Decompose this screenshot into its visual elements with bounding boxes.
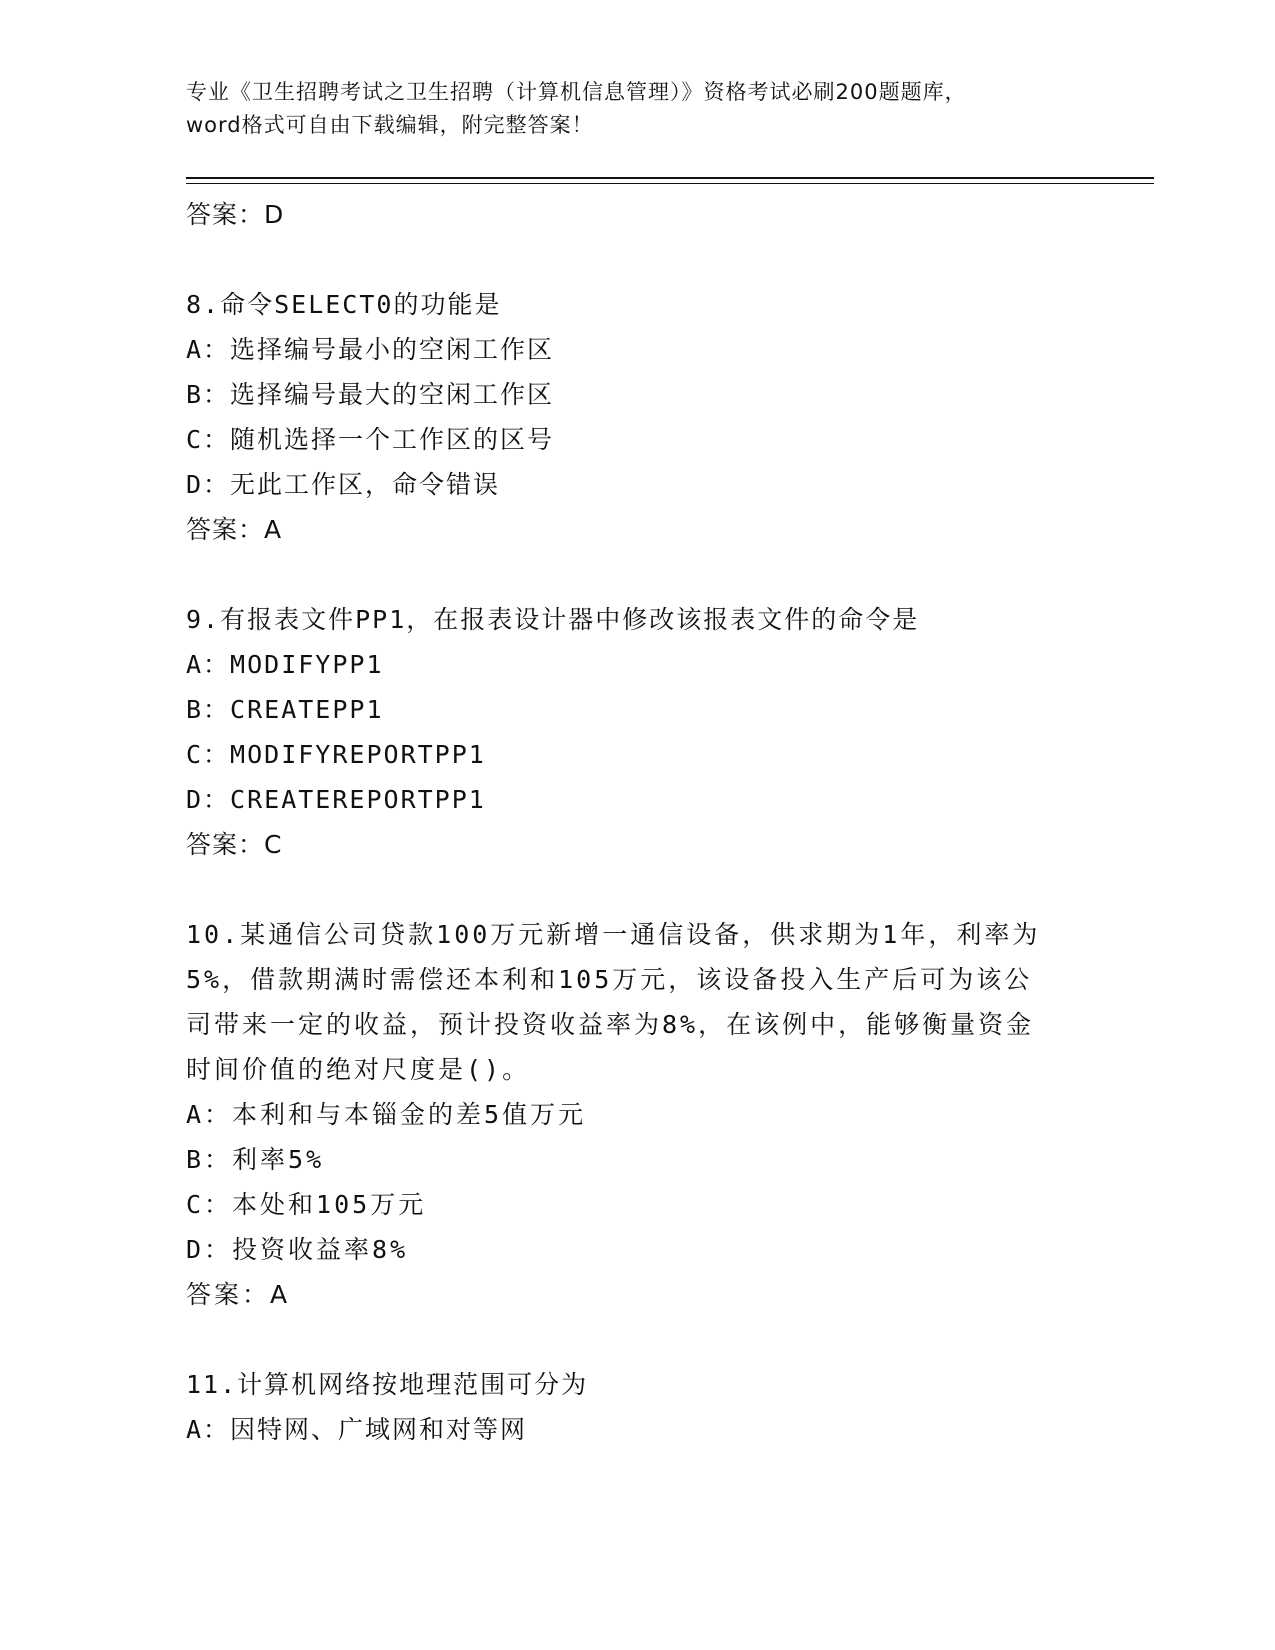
option-c: C：MODIFYREPORTPP1 [186,740,486,769]
header-divider-thin [186,183,1154,184]
question-stem-line-4: 时间价值的绝对尺度是()。 [186,1055,531,1084]
option-a: A：MODIFYPP1 [186,650,384,679]
previous-answer: 答案：D [186,200,285,229]
option-b: B：利率5% [186,1145,325,1174]
answer: 答案：A [186,515,283,544]
option-b: B：选择编号最大的空闲工作区 [186,380,555,409]
question-9 [186,597,1086,867]
option-c: C：本处和105万元 [186,1190,427,1219]
option-d: D：投资收益率8% [186,1235,409,1264]
answer: 答案：C [186,830,283,859]
option-d: D：无此工作区，命令错误 [186,470,501,499]
option-c: C：随机选择一个工作区的区号 [186,425,555,454]
document-header [186,76,1086,142]
question-stem-line-3: 司带来一定的收益，预计投资收益率为8%，在该例中，能够衡量资金 [186,1010,1035,1039]
answer: 答案：A [186,1280,291,1309]
question-8 [186,282,1086,552]
option-d: D：CREATEREPORTPP1 [186,785,486,814]
option-a: A：因特网、广域网和对等网 [186,1415,528,1444]
question-stem-line-1: 10.某通信公司贷款100万元新增一通信设备，供求期为1年，利率为 [186,920,1041,949]
spacer [186,1317,1086,1362]
question-stem: 8.命令SELECT0的功能是 [186,290,502,319]
header-title-line-1: 专业《卫生招聘考试之卫生招聘（计算机信息管理）》资格考试必刷200题题库， [186,80,967,104]
question-stem: 11.计算机网络按地理范围可分为 [186,1370,589,1399]
option-a: A：选择编号最小的空闲工作区 [186,335,555,364]
spacer [186,552,1086,597]
option-a: A：本利和与本锱金的差5值万元 [186,1100,587,1129]
header-divider-thick [186,177,1154,179]
spacer [186,237,1086,282]
option-b: B：CREATEPP1 [186,695,384,724]
header-title-line-2: word格式可自由下载编辑，附完整答案！ [186,113,594,137]
question-stem: 9.有报表文件PP1，在报表设计器中修改该报表文件的命令是 [186,605,920,634]
question-10 [186,912,1086,1317]
question-list [186,192,1086,1452]
spacer [186,867,1086,912]
question-11 [186,1362,1086,1452]
question-stem-line-2: 5%，借款期满时需偿还本利和105万元，该设备投入生产后可为该公 [186,965,1033,994]
